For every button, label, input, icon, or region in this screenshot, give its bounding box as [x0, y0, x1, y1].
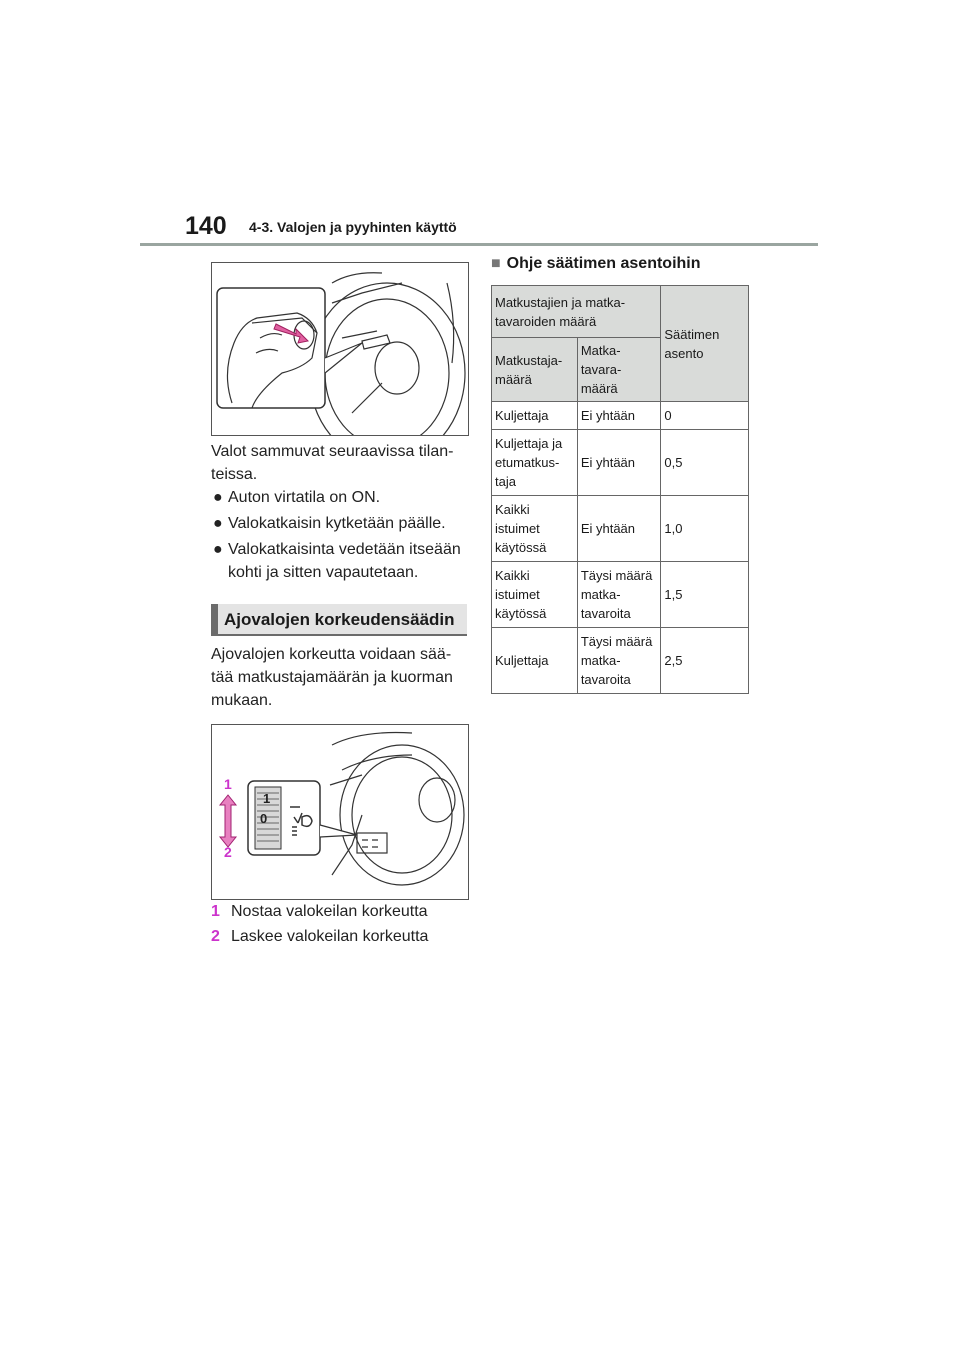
guide-heading-text: Ohje säätimen asentoihin	[506, 255, 701, 272]
table-cell: Täysi määrä matka-tavaroita	[577, 562, 661, 628]
dial-mark-1: 1	[263, 791, 271, 806]
table-cell: Kaikki istuimet käytössä	[492, 496, 578, 562]
table-header-cell: Matkustajien ja matka-tavaroiden määrä	[492, 286, 661, 338]
dial-mark-0: 0	[260, 811, 268, 826]
table-cell: Ei yhtään	[577, 430, 661, 496]
legend-text: Nostaa valokeilan korkeutta	[231, 903, 428, 920]
table-cell: Kuljettaja	[492, 628, 578, 694]
header-divider	[140, 243, 818, 246]
table-row	[492, 402, 749, 430]
table-cell: 1,0	[661, 496, 749, 562]
section-title: 4-3. Valojen ja pyyhinten käyttö	[249, 219, 457, 235]
table-row	[492, 562, 749, 628]
section-heading	[211, 604, 467, 636]
table-row	[492, 496, 749, 562]
bullet-text: Valokatkaisinta vedetään itseään kohti ja sitten vapautetaan.	[228, 541, 461, 581]
arrow-label-up: 1	[224, 776, 232, 792]
table-cell: Kaikki istuimet käytössä	[492, 562, 578, 628]
bullet-text: Auton virtatila on ON.	[228, 489, 381, 506]
table-cell: Ei yhtään	[577, 496, 661, 562]
table-cell: Täysi määrä matka-tavaroita	[577, 628, 661, 694]
square-bullet-icon: ■	[491, 255, 501, 272]
bullet-item	[211, 538, 469, 584]
position-guide-table	[491, 285, 749, 694]
legend-item	[211, 903, 428, 921]
table-cell: Kuljettaja	[492, 402, 578, 430]
table-row	[492, 430, 749, 496]
arrow-label-down: 2	[224, 844, 232, 860]
description-paragraph: Ajovalojen korkeutta voidaan sää-tää matkustajamäärän ja kuorman mukaan.	[211, 646, 453, 709]
legend-item	[211, 928, 428, 946]
table-cell: 2,5	[661, 628, 749, 694]
legend-text: Laskee valokeilan korkeutta	[231, 928, 429, 945]
guide-heading	[491, 255, 701, 273]
bullet-text: Valokatkaisin kytketään päälle.	[228, 515, 446, 532]
table-row	[492, 628, 749, 694]
table-cell: 1,5	[661, 562, 749, 628]
table-header-row	[492, 286, 749, 338]
light-lever-drawing	[212, 263, 468, 435]
table-cell: 0	[661, 402, 749, 430]
intro-text: Valot sammuvat seuraavissa tilan-teissa.	[211, 443, 454, 483]
page-number: 140	[185, 212, 227, 240]
table-cell: 0,5	[661, 430, 749, 496]
leveling-dial-illustration	[211, 724, 469, 900]
bullet-item	[211, 486, 469, 509]
legend-number: 1	[211, 903, 220, 920]
bullet-icon: ●	[213, 515, 223, 532]
bullet-item	[211, 512, 469, 535]
section-heading-text: Ajovalojen korkeudensäädin	[224, 610, 455, 629]
table-cell: Kuljettaja ja etumatkus-taja	[492, 430, 578, 496]
leveling-dial-drawing	[212, 725, 468, 899]
legend-number: 2	[211, 928, 220, 945]
table-header-cell: Säätimen asento	[661, 286, 749, 402]
bullet-icon: ●	[213, 541, 223, 558]
table-cell: Ei yhtään	[577, 402, 661, 430]
table-header-cell: Matka-tavara-määrä	[577, 338, 661, 402]
light-switch-illustration	[211, 262, 469, 436]
bullet-icon: ●	[213, 489, 223, 506]
table-header-cell: Matkustaja-määrä	[492, 338, 578, 402]
